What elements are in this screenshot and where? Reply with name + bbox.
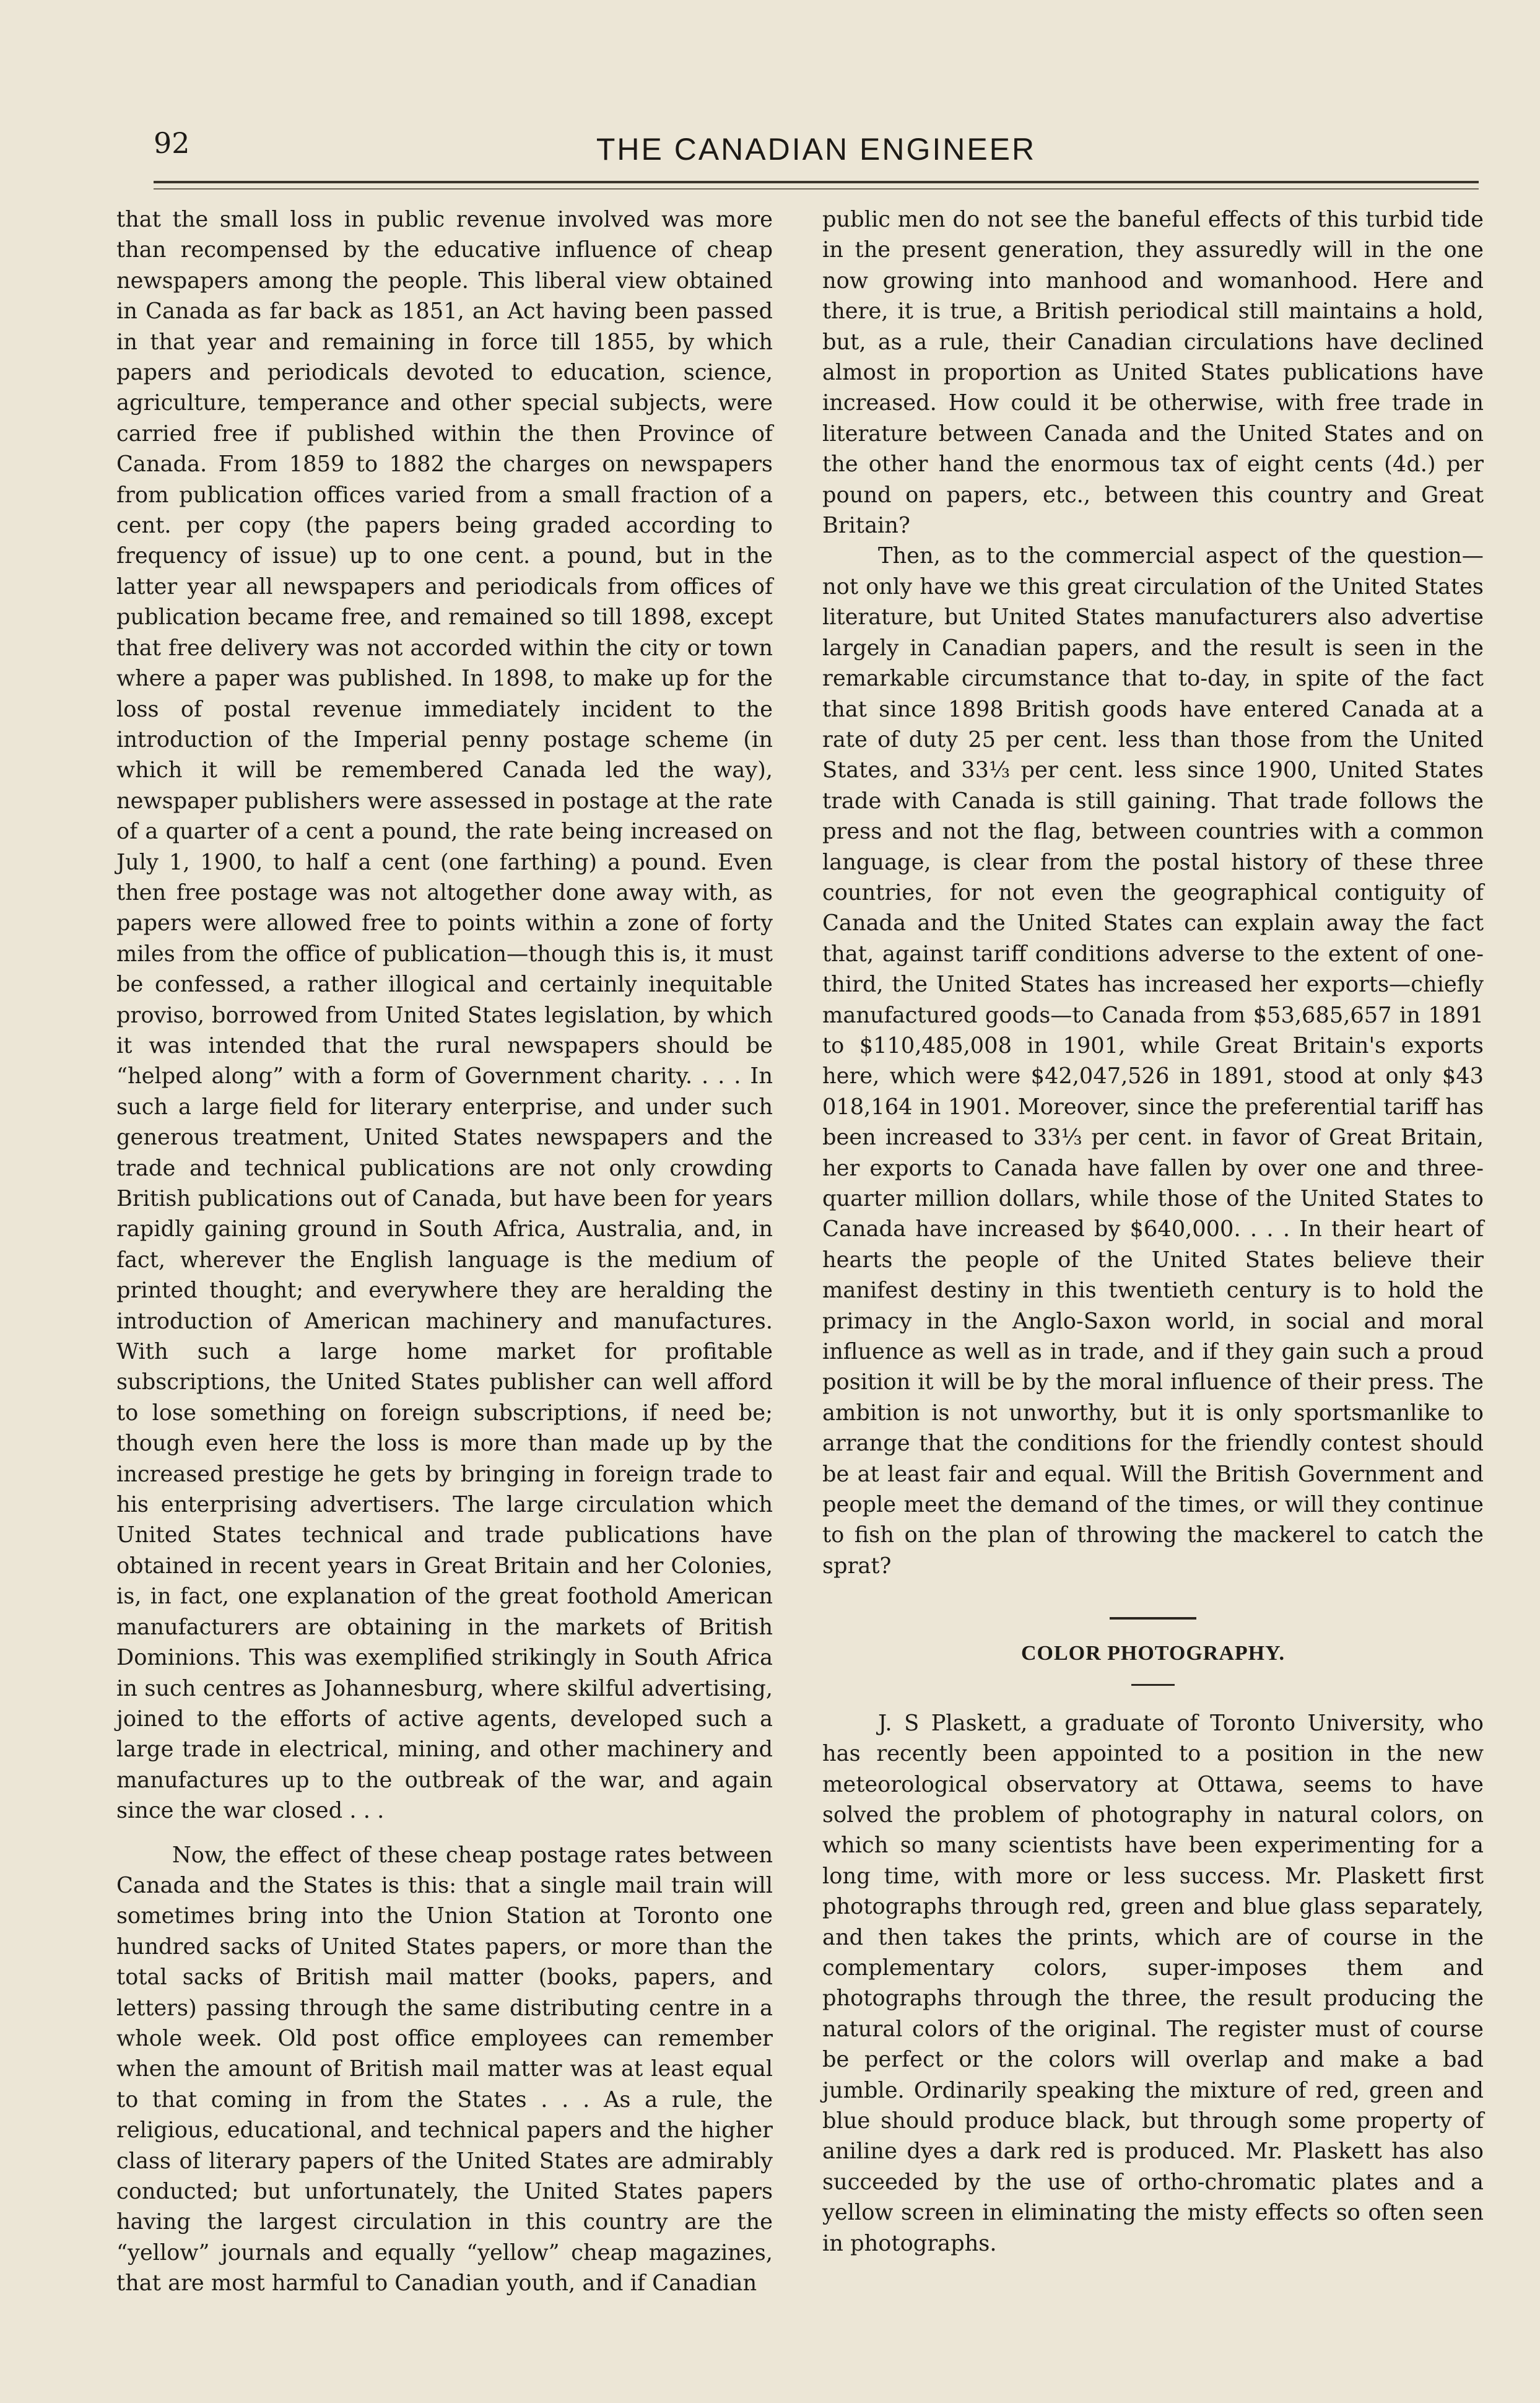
- header-rule-thin: [154, 188, 1479, 190]
- right-column: [822, 204, 1484, 2259]
- section-divider: [1110, 1617, 1196, 1620]
- heading-divider: [1131, 1684, 1175, 1686]
- header-rule: [154, 181, 1479, 183]
- right-paragraph-2: Then, as to the commercial aspect of the question—not only have we this great circulation of the United States literature, but United States manufacturers also advertise largely in Canadian papers, and the result is seen in the remarkable circumstance that to-day, in spite of the fact that since 1898 British goods have entered Canada at a rate of duty 25 per cent. less than those from the United States, and 33⅓ per cent. less since 1900, United States trade with Canada is still gaining. That trade follows the press and not the flag, between countries with a common language, is clear from the postal history of these three countries, for not even the geographical contiguity of Canada and the United States can explain away the fact that, against tariff conditions adverse to the extent of one-third, the United States has increased her exports—chiefly manufactured goods—to Canada from $53,685,657 in 1891 to $110,485,008 in 1901, while Great Britain's exports here, which were $42,047,526 in 1891, stood at only $43 018,164 in 1901. Moreover, since the preferential tariff has been increased to 33⅓ per cent. in favor of Great Britain, her exports to Canada have fallen by over one and three-quarter million dollars, while those of the United States to Canada have increased by $640,000. . . . In their heart of hearts the people of the United States believe their manifest destiny in this twentieth century is to hold the primacy in the Anglo-Saxon world, in social and moral influence as well as in trade, and if they gain such a proud position it will be by the moral influence of their press. The ambition is not unworthy, but it is only sportsmanlike to arrange that the conditions for the friendly contest should be at least fair and equal. Will the British Government and people meet the demand of the times, or will they continue to fish on the plan of throwing the mackerel to catch the sprat?: [822, 543, 1484, 1579]
- section-heading: COLOR PHOTOGRAPHY.: [1020, 1642, 1286, 1665]
- left-paragraph-2: Now, the effect of these cheap postage rates between Canada and the States is this: that a single mail train will sometimes bring into the Union Station at Toronto one hundred sacks of United States papers, or more than the total sacks of British mail matter (books, papers, and letters) passing through the same distributing centre in a whole week. Old post office employees can remember when the amount of British mail matter was at least equal to that coming in from the States . . . As a rule, the religious, educational, and technical papers and the higher class of literary papers of the United States are admirably conducted; but unfortunately, the United States papers having the largest circulation in this country are the “yellow” journals and equally “yellow” cheap magazines, that are most harmful to Canadian youth, and if Canadian: [116, 1842, 773, 2296]
- right-paragraph-3: J. S Plaskett, a graduate of Toronto University, who has recently been appointed to a position in the new meteorological observatory at Ottawa, seems to have solved the problem of photography in natural colors, on which so many scientists have been experimenting for a long time, with more or less success. Mr. Plaskett first photographs through red, green and blue glass separately, and then takes the prints, which are of course in the complementary colors, super-imposes them and photographs through the three, the result producing the natural colors of the original. The register must of course be perfect or the colors will overlap and make a bad jumble. Ordinarily speaking the mixture of red, green and blue should produce black, but through some property of aniline dyes a dark red is produced. Mr. Plaskett has also succeeded by the use of ortho-chromatic plates and a yellow screen in eliminating the misty effects so often seen in photographs.: [822, 1710, 1484, 2256]
- left-column: [116, 204, 773, 2299]
- page-header: [154, 124, 1479, 180]
- journal-title: THE CANADIAN ENGINEER: [596, 132, 1037, 167]
- page-number: 92: [154, 126, 190, 160]
- left-paragraph-1: that the small loss in public revenue involved was more than recompensed by the educative influence of cheap newspapers among the people. This liberal view obtained in Canada as far back as 1851, an Act having been passed in that year and remaining in force till 1855, by which papers and periodicals devoted to education, science, agriculture, temperance and other special subjects, were carried free if published within the then Province of Canada. From 1859 to 1882 the charges on newspapers from publication offices varied from a small fraction of a cent. per copy (the papers being graded according to frequency of issue) up to one cent. a pound, but in the latter year all newspapers and periodicals from offices of publication became free, and remained so till 1898, except that free delivery was not accorded within the city or town where a paper was published. In 1898, to make up for the loss of postal revenue immediately incident to the introduction of the Imperial penny postage scheme (in which it will be remembered Canada led the way), newspaper publishers were assessed in postage at the rate of a quarter of a cent a pound, the rate being increased on July 1, 1900, to half a cent (one farthing) a pound. Even then free postage was not altogether done away with, as papers were allowed free to points within a zone of forty miles from the office of publication—though this is, it must be confessed, a rather illogical and certainly inequitable proviso, borrowed from United States legislation, by which it was intended that the rural newspapers should be “helped along” with a form of Government charity. . . . In such a large field for literary enterprise, and under such generous treatment, United States newspapers and the trade and technical publications are not only crowding British publications out of Canada, but have been for years rapidly gaining ground in South Africa, Australia, and, in fact, wherever the English language is the medium of printed thought; and everywhere they are heralding the introduction of American machinery and manufactures. With such a large home market for profitable subscriptions, the United States publisher can well afford to lose something on foreign subscriptions, if need be; though even here the loss is more than made up by the increased prestige he gets by bringing in foreign trade to his enterprising advertisers. The large circulation which United States technical and trade publications have obtained in recent years in Great Britain and her Colonies, is, in fact, one explanation of the great foothold American manufacturers are obtaining in the markets of British Dominions. This was exemplified strikingly in South Africa in such centres as Johannesburg, where skilful advertising, joined to the efforts of active agents, developed such a large trade in electrical, mining, and other machinery and manufactures up to the outbreak of the war, and again since the war closed . . .: [116, 207, 773, 1824]
- right-paragraph-1: public men do not see the baneful effects of this turbid tide in the present generation, they assuredly will in the one now growing into manhood and womanhood. Here and there, it is true, a British periodical still maintains a hold, but, as a rule, their Canadian circulations have declined almost in proportion as United States publications have increased. How could it be otherwise, with free trade in literature between Canada and the United States and on the other hand the enormous tax of eight cents (4d.) per pound on papers, etc., between this country and Great Britain?: [822, 207, 1484, 539]
